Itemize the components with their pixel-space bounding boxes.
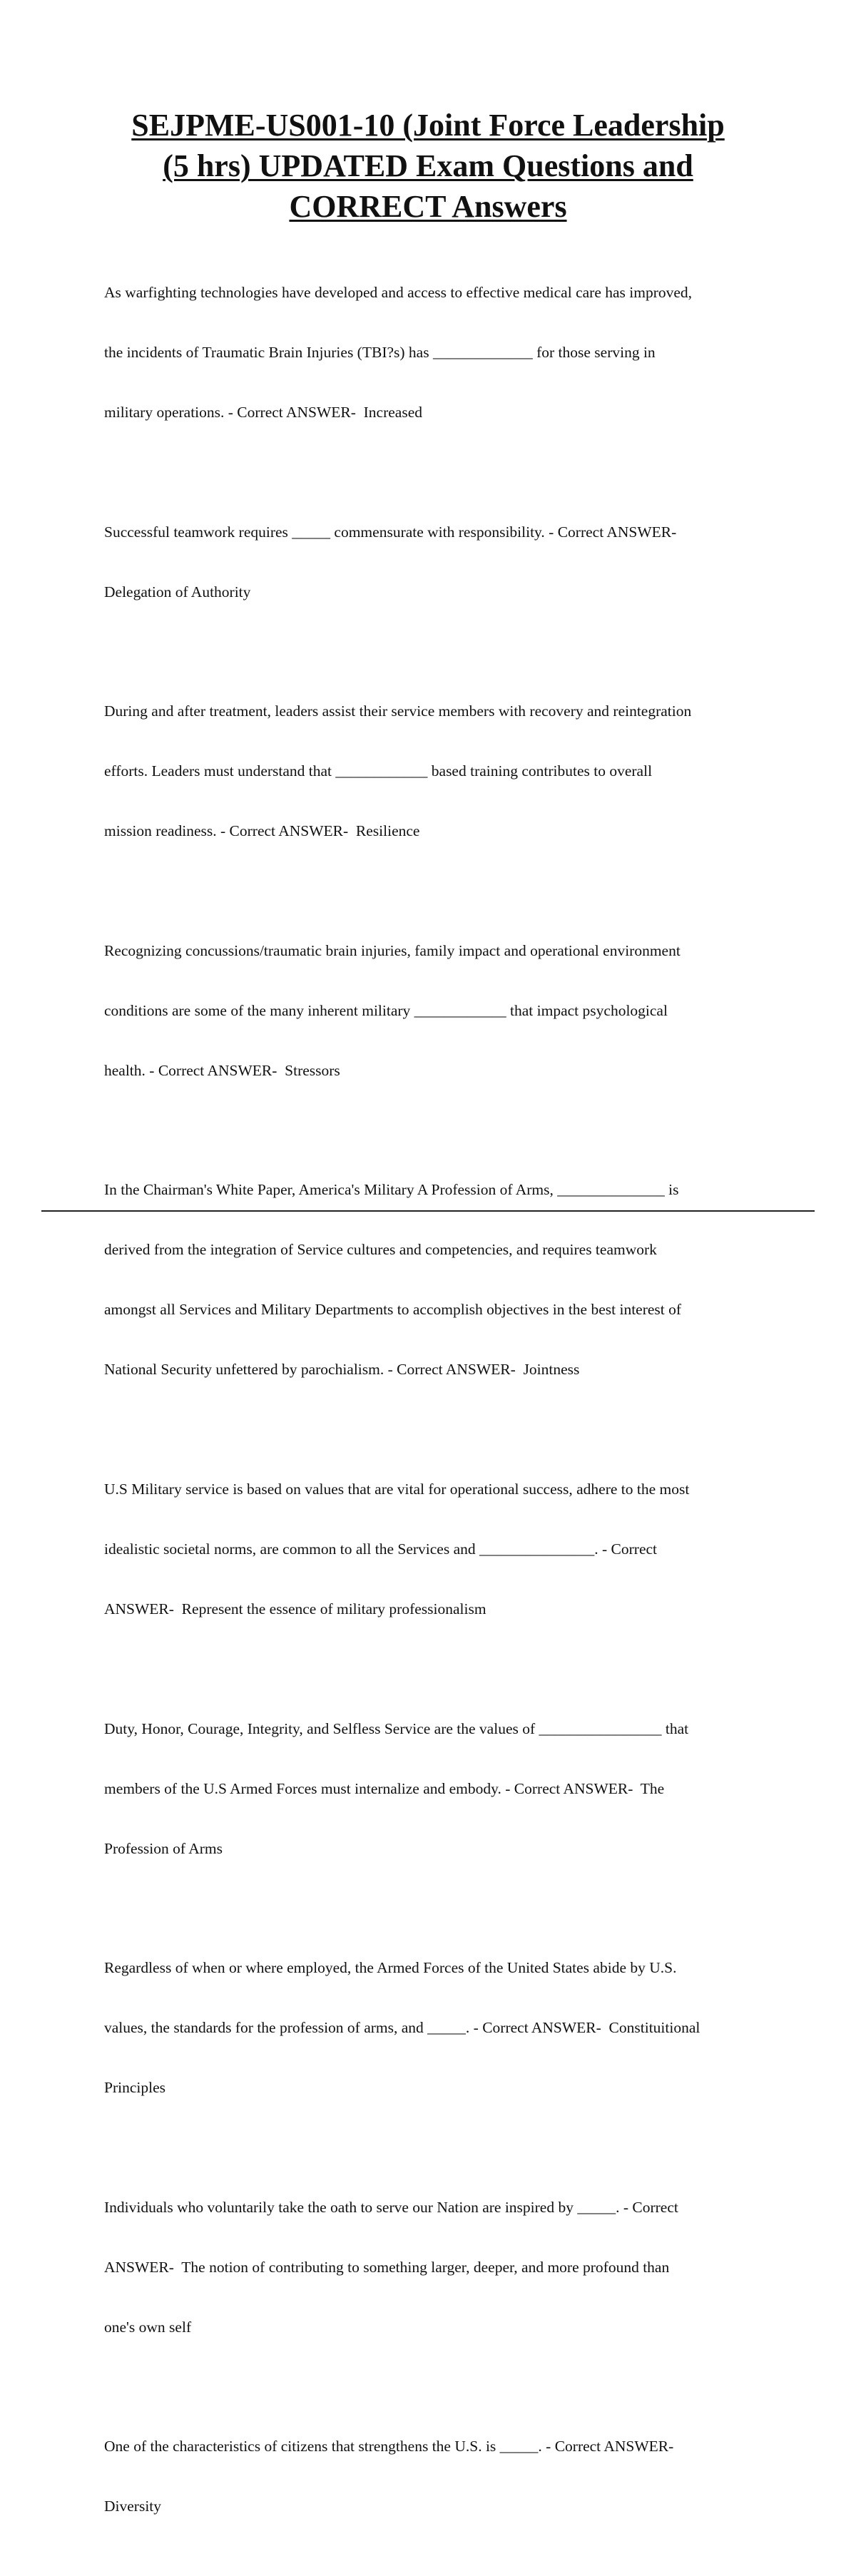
qa-line: amongst all Services and Military Departments to accomplish objectives in the best interest of: [104, 1301, 682, 1319]
title-line: CORRECT Answers: [289, 189, 567, 224]
qa-line: idealistic societal norms, are common to all the Services and _______________. - Correct: [104, 1540, 657, 1558]
qa-line: Principles: [104, 2079, 165, 2097]
qa-line: efforts. Leaders must understand that ____________ based training contributes to overall: [104, 762, 653, 780]
qa-line: ANSWER- The notion of contributing to something larger, deeper, and more profound than: [104, 2258, 670, 2276]
qa-line: one's own self: [104, 2318, 192, 2336]
qa-item: [104, 2396, 782, 2556]
title-line: (5 hrs) UPDATED Exam Questions and: [163, 148, 693, 183]
qa-line: members of the U.S Armed Forces must internalize and embody. - Correct ANSWER- The: [104, 1779, 665, 1797]
question-answer-list: [104, 242, 782, 2576]
qa-item: [104, 1679, 782, 1898]
title-line: SEJPME-US001-10 (Joint Force Leadership: [131, 108, 725, 143]
qa-item: [104, 1140, 782, 1419]
qa-item: [104, 2157, 782, 2377]
qa-line: Duty, Honor, Courage, Integrity, and Selfless Service are the values of ________________ that: [104, 1719, 689, 1737]
qa-line: Regardless of when or where employed, the Armed Forces of the United States abide by U.S.: [104, 1959, 677, 1977]
qa-line: derived from the integration of Service cultures and competencies, and requires teamwork: [104, 1241, 657, 1259]
qa-line: Diversity: [104, 2498, 162, 2515]
qa-item: [104, 901, 782, 1120]
qa-line: In the Chairman's White Paper, America's Military A Profession of Arms, ______________ is: [104, 1181, 679, 1199]
qa-line: mission readiness. - Correct ANSWER- Resilience: [104, 822, 420, 840]
document-title: [71, 105, 785, 227]
qa-line: conditions are some of the many inherent military ____________ that impact psychological: [104, 1001, 668, 1019]
qa-line: Recognizing concussions/traumatic brain injuries, family impact and operational environment: [104, 941, 681, 959]
qa-line: the incidents of Traumatic Brain Injuries (TBI?s) has _____________ for those serving in: [104, 344, 656, 361]
qa-line: values, the standards for the profession of arms, and _____. - Correct ANSWER- Constituitional: [104, 2019, 700, 2037]
page-bottom-divider: [41, 1210, 815, 1212]
qa-line: As warfighting technologies have developed and access to effective medical care has improved,: [104, 284, 693, 301]
qa-line: One of the characteristics of citizens that strengthens the U.S. is _____. - Correct ANSWER-: [104, 2438, 674, 2455]
qa-line: Successful teamwork requires _____ commensurate with responsibility. - Correct ANSWER-: [104, 523, 677, 541]
qa-item: [104, 482, 782, 642]
qa-item: [104, 661, 782, 881]
qa-line: ANSWER- Represent the essence of military professionalism: [104, 1600, 486, 1617]
qa-line: U.S Military service is based on values that are vital for operational success, adhere to the most: [104, 1480, 690, 1498]
qa-line: health. - Correct ANSWER- Stressors: [104, 1061, 340, 1079]
qa-item: [104, 1918, 782, 2137]
qa-line: During and after treatment, leaders assist their service members with recovery and reintegration: [104, 702, 692, 720]
qa-line: Profession of Arms: [104, 1839, 223, 1857]
qa-line: National Security unfettered by parochialism. - Correct ANSWER- Jointness: [104, 1361, 580, 1379]
qa-line: Individuals who voluntarily take the oath to serve our Nation are inspired by _____. - Correct: [104, 2198, 678, 2216]
qa-line: Delegation of Authority: [104, 583, 251, 600]
qa-item: [104, 242, 782, 462]
qa-item: [104, 1439, 782, 1659]
qa-line: military operations. - Correct ANSWER- Increased: [104, 404, 422, 421]
